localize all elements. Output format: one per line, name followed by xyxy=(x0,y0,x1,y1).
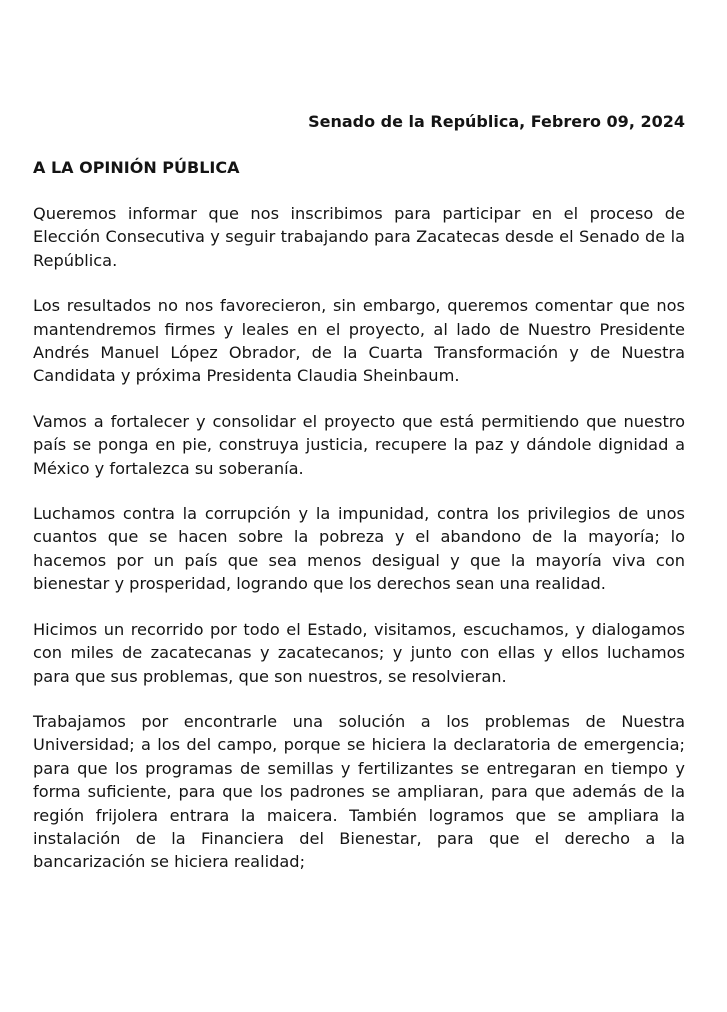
document-body xyxy=(33,202,685,896)
paragraph-5: Hicimos un recorrido por todo el Estado, visitamos, escuchamos, y dialogamos con miles de zacatecanas y zacatecanos; y junto con ellas y ellos luchamos para que sus problemas, que son nuestros, se resolvieran. xyxy=(33,619,685,686)
paragraph-1: Queremos informar que nos inscribimos para participar en el proceso de Elección Consecutiva y seguir trabajando para Zacatecas desde el Senado de la República. xyxy=(33,204,685,270)
paragraph-3: Vamos a fortalecer y consolidar el proyecto que está permitiendo que nuestro país se ponga en pie, construya justicia, recupere la paz y dándole dignidad a México y fortalezca su soberanía. xyxy=(33,411,685,478)
document-page xyxy=(33,0,685,1012)
paragraph-2: Los resultados no nos favorecieron, sin embargo, queremos comentar que nos mantendremos firmes y leales en el proyecto, al lado de Nuestro Presidente Andrés Manuel López Obrador, de la Cuarta Transformación y de Nuestra Candidata y próxima Presidenta Claudia Sheinbaum. xyxy=(33,296,685,386)
paragraph-6: Trabajamos por encontrarle una solución a los problemas de Nuestra Universidad; a los del campo, porque se hiciera la declaratoria de emergencia; para que los programas de semillas y fertilizantes se entregaran en tiempo y forma suficiente, para que los padrones se ampliaran, para que además de la región frijolera entrara la maicera. También logramos que se ampliara la instalación de la Financiera del Bienestar, para que el derecho a la bancarización se hiciera realidad; xyxy=(33,711,685,872)
paragraph-4: Luchamos contra la corrupción y la impunidad, contra los privilegios de unos cuantos que se hacen sobre la pobreza y el abandono de la mayoría; lo hacemos por un país que sea menos desigual y que la mayoría viva con bienestar y prosperidad, logrando que los derechos sean una realidad. xyxy=(33,504,685,594)
document-heading: A LA OPINIÓN PÚBLICA xyxy=(33,158,240,177)
date-line: Senado de la República, Febrero 09, 2024 xyxy=(308,112,685,131)
